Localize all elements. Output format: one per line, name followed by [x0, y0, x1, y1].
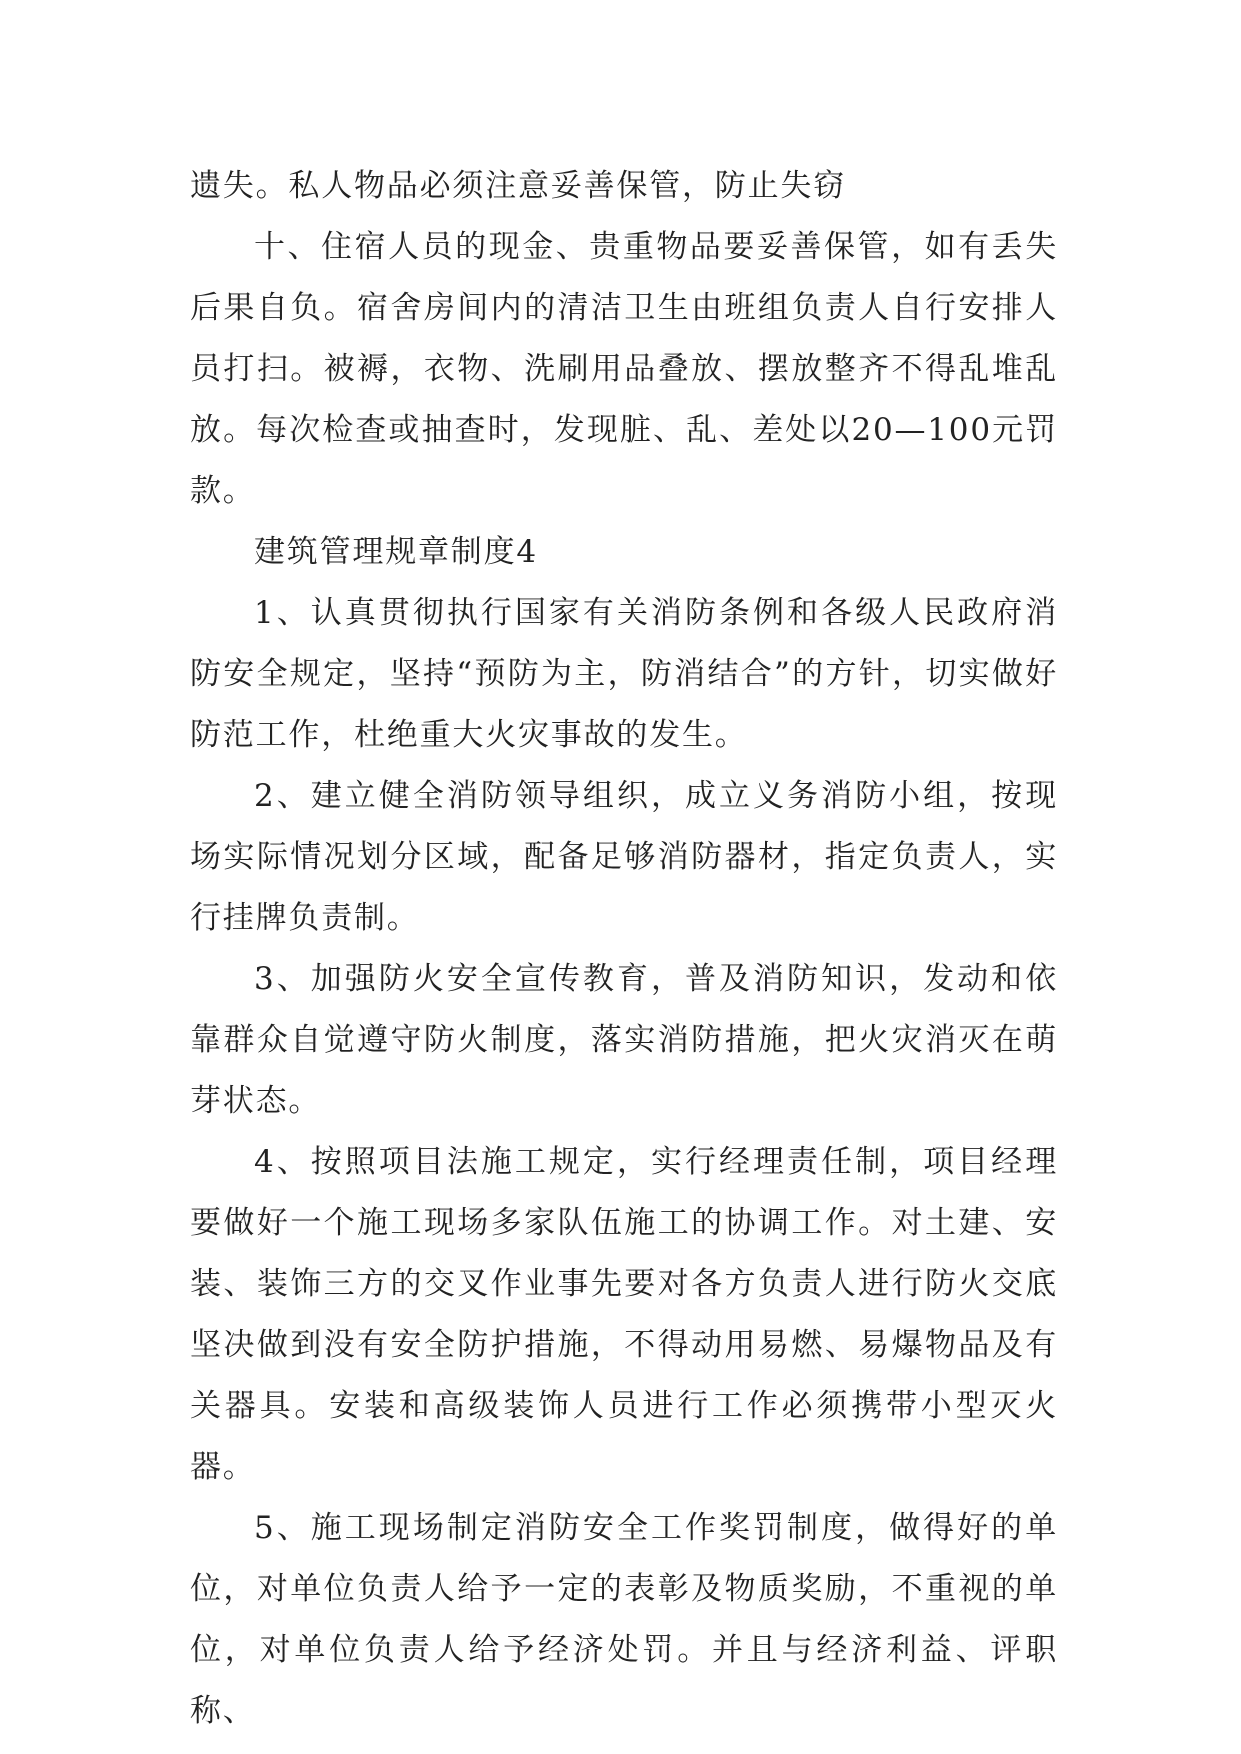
document-body	[190, 156, 1058, 1742]
paragraph-item-1: 1、认真贯彻执行国家有关消防条例和各级人民政府消防安全规定，坚持“预防为主，防消结合”的方针，切实做好防范工作，杜绝重大火灾事故的发生。	[190, 595, 1058, 753]
paragraph-continuation: 遗失。私人物品必须注意妥善保管，防止失窃	[190, 168, 846, 204]
paragraph-item-10: 十、住宿人员的现金、贵重物品要妥善保管，如有丢失后果自负。宿舍房间内的清洁卫生由班组负责人自行安排人员打扫。被褥，衣物、洗刷用品叠放、摆放整齐不得乱堆乱放。每次检查或抽查时，发现脏、乱、差处以20—100元罚款。	[190, 229, 1058, 509]
paragraph-item-3: 3、加强防火安全宣传教育，普及消防知识，发动和依靠群众自觉遵守防火制度，落实消防措施，把火灾消灭在萌芽状态。	[190, 961, 1058, 1119]
paragraph-item-4: 4、按照项目法施工规定，实行经理责任制，项目经理要做好一个施工现场多家队伍施工的协调工作。对土建、安装、装饰三方的交叉作业事先要对各方负责人进行防火交底坚决做到没有安全防护措施，不得动用易燃、易爆物品及有关器具。安装和高级装饰人员进行工作必须携带小型灭火器。	[190, 1144, 1058, 1485]
paragraph-item-2: 2、建立健全消防领导组织，成立义务消防小组，按现场实际情况划分区域，配备足够消防器材，指定负责人，实行挂牌负责制。	[190, 778, 1058, 936]
section-heading: 建筑管理规章制度4	[254, 534, 538, 570]
paragraph-item-5: 5、施工现场制定消防安全工作奖罚制度，做得好的单位，对单位负责人给予一定的表彰及物质奖励，不重视的单位，对单位负责人给予经济处罚。并且与经济利益、评职称、	[190, 1510, 1058, 1729]
